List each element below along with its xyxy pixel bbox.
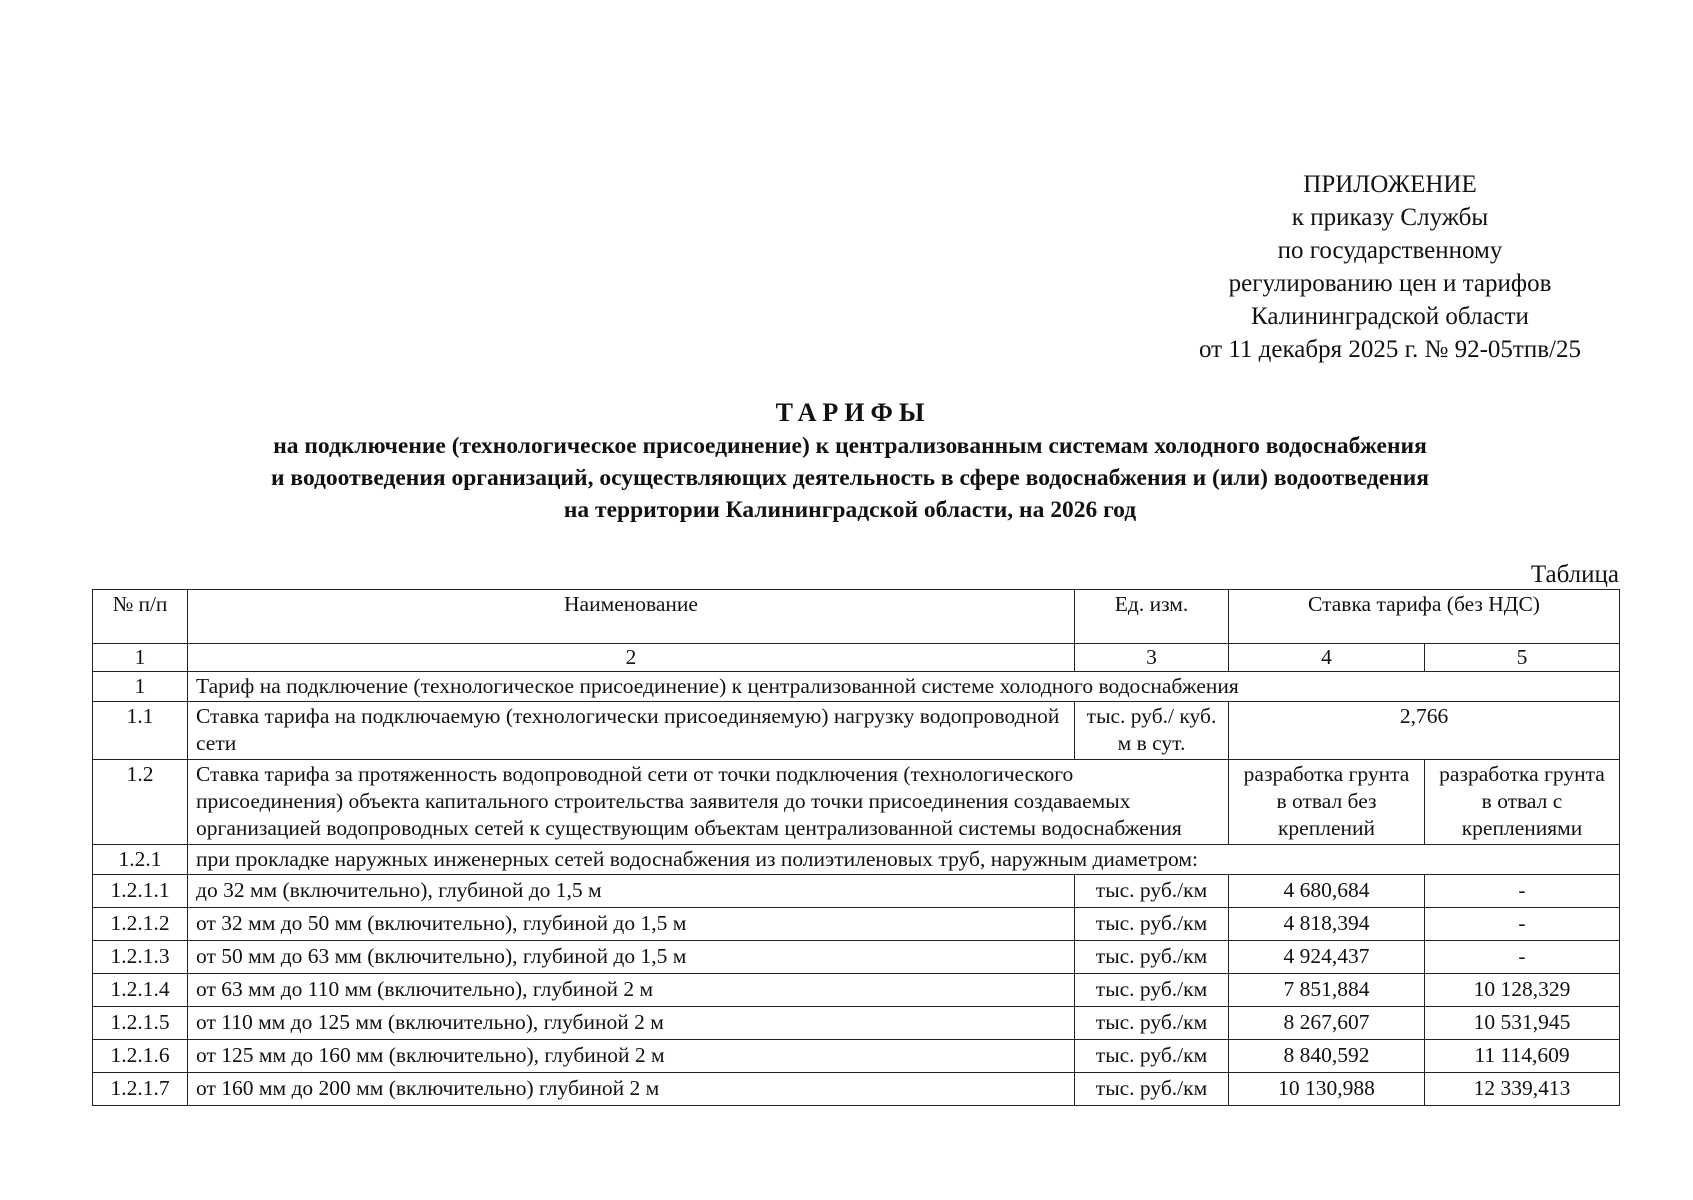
document-subtitle-line: на территории Калининградской области, на 2026 год — [563, 497, 1137, 523]
column-number: 5 — [1425, 644, 1620, 672]
column-numbers-row — [93, 644, 1620, 672]
row-col4: разработка грунта в отвал без креплений — [1229, 760, 1425, 845]
row-unit: тыс. руб./км — [1075, 974, 1229, 1007]
row-num: 1.2.1 — [93, 845, 188, 875]
row-value-col5: - — [1425, 941, 1620, 974]
table-row — [93, 702, 1620, 760]
row-num: 1.2.1.7 — [93, 1073, 188, 1106]
subsection-row — [93, 845, 1620, 875]
row-unit: тыс. руб./км — [1075, 875, 1229, 908]
appendix-line: регулированию цен и тарифов — [1228, 270, 1552, 297]
row-value-col5: 11 114,609 — [1425, 1040, 1620, 1073]
row-value-col4: 7 851,884 — [1229, 974, 1425, 1007]
row-num: 1.1 — [93, 702, 188, 760]
document-title: ТАРИФЫ — [775, 398, 931, 427]
row-value-col5: 10 531,945 — [1425, 1007, 1620, 1040]
appendix-line: к приказу Службы — [1291, 204, 1489, 231]
document-subtitle-line: и водоотведения организаций, осуществляющих деятельность в сфере водоснабжения и (или) водоотведения — [271, 465, 1429, 491]
table-header-row — [93, 590, 1620, 644]
row-num: 1.2.1.5 — [93, 1007, 188, 1040]
row-value-col5: - — [1425, 908, 1620, 941]
table-caption: Таблица — [1530, 561, 1619, 588]
appendix-line: ПРИЛОЖЕНИЕ — [1303, 171, 1477, 198]
row-name: Ставка тарифа за протяженность водопроводной сети от точки подключения (технологического присоединения) объекта капитального строительства заявителя до точки присоединения создаваемых организацией водопроводных сетей к существующим объектам централизованной системы водоснабжения — [188, 760, 1229, 845]
row-unit: тыс. руб./км — [1075, 1007, 1229, 1040]
appendix-line: от 11 декабря 2025 г. № 92-05тпв/25 — [1199, 336, 1581, 363]
table-row — [93, 1007, 1620, 1040]
table-row — [93, 760, 1620, 845]
table-row — [93, 974, 1620, 1007]
row-value-col4: 10 130,988 — [1229, 1073, 1425, 1106]
row-value-col4: 8 267,607 — [1229, 1007, 1425, 1040]
tariffs-table — [92, 589, 1620, 1106]
appendix-block — [1140, 168, 1640, 366]
section-row — [93, 672, 1620, 702]
row-num: 1.2.1.1 — [93, 875, 188, 908]
row-name: Ставка тарифа на подключаемую (технологически присоединяемую) нагрузку водопроводной сети — [188, 702, 1075, 760]
row-value: 2,766 — [1229, 702, 1620, 760]
row-name: от 63 мм до 110 мм (включительно), глубиной 2 м — [188, 974, 1075, 1007]
row-num: 1 — [93, 672, 188, 702]
header-rate: Ставка тарифа (без НДС) — [1229, 590, 1620, 644]
table-row — [93, 1040, 1620, 1073]
row-unit: тыс. руб./км — [1075, 1040, 1229, 1073]
row-value-col5: 10 128,329 — [1425, 974, 1620, 1007]
document-subtitle-line: на подключение (технологическое присоединение) к централизованным системам холодного водоснабжения — [273, 433, 1427, 459]
row-col5: разработка грунта в отвал с креплениями — [1425, 760, 1620, 845]
row-num: 1.2.1.2 — [93, 908, 188, 941]
row-value-col4: 4 924,437 — [1229, 941, 1425, 974]
table-row — [93, 941, 1620, 974]
row-num: 1.2 — [93, 760, 188, 845]
table-row — [93, 1073, 1620, 1106]
appendix-line: по государственному — [1277, 237, 1503, 264]
row-unit: тыс. руб./км — [1075, 908, 1229, 941]
column-number: 4 — [1229, 644, 1425, 672]
row-value-col4: 4 680,684 — [1229, 875, 1425, 908]
column-number: 2 — [188, 644, 1075, 672]
table-row — [93, 908, 1620, 941]
row-value-col5: - — [1425, 875, 1620, 908]
row-num: 1.2.1.4 — [93, 974, 188, 1007]
column-number: 1 — [93, 644, 188, 672]
row-value-col5: 12 339,413 — [1425, 1073, 1620, 1106]
header-num: № п/п — [93, 590, 188, 644]
section-title: Тариф на подключение (технологическое присоединение) к централизованной системе холодного водоснабжения — [188, 672, 1620, 702]
row-name: до 32 мм (включительно), глубиной до 1,5 м — [188, 875, 1075, 908]
row-value-col4: 8 840,592 — [1229, 1040, 1425, 1073]
table-row — [93, 875, 1620, 908]
appendix-line: Калининградской области — [1251, 303, 1529, 330]
subsection-title: при прокладке наружных инженерных сетей водоснабжения из полиэтиленовых труб, наружным диаметром: — [188, 845, 1620, 875]
row-name: от 110 мм до 125 мм (включительно), глубиной 2 м — [188, 1007, 1075, 1040]
header-unit: Ед. изм. — [1075, 590, 1229, 644]
data-rows — [93, 875, 1620, 1106]
row-name: от 125 мм до 160 мм (включительно), глубиной 2 м — [188, 1040, 1075, 1073]
document-heading — [100, 396, 1600, 526]
row-name: от 160 мм до 200 мм (включительно) глубиной 2 м — [188, 1073, 1075, 1106]
row-unit: тыс. руб./км — [1075, 941, 1229, 974]
row-name: от 32 мм до 50 мм (включительно), глубиной до 1,5 м — [188, 908, 1075, 941]
row-num: 1.2.1.6 — [93, 1040, 188, 1073]
header-name: Наименование — [188, 590, 1075, 644]
row-value-col4: 4 818,394 — [1229, 908, 1425, 941]
row-name: от 50 мм до 63 мм (включительно), глубиной до 1,5 м — [188, 941, 1075, 974]
row-unit: тыс. руб./ куб. м в сут. — [1075, 702, 1229, 760]
column-number: 3 — [1075, 644, 1229, 672]
row-unit: тыс. руб./км — [1075, 1073, 1229, 1106]
row-num: 1.2.1.3 — [93, 941, 188, 974]
